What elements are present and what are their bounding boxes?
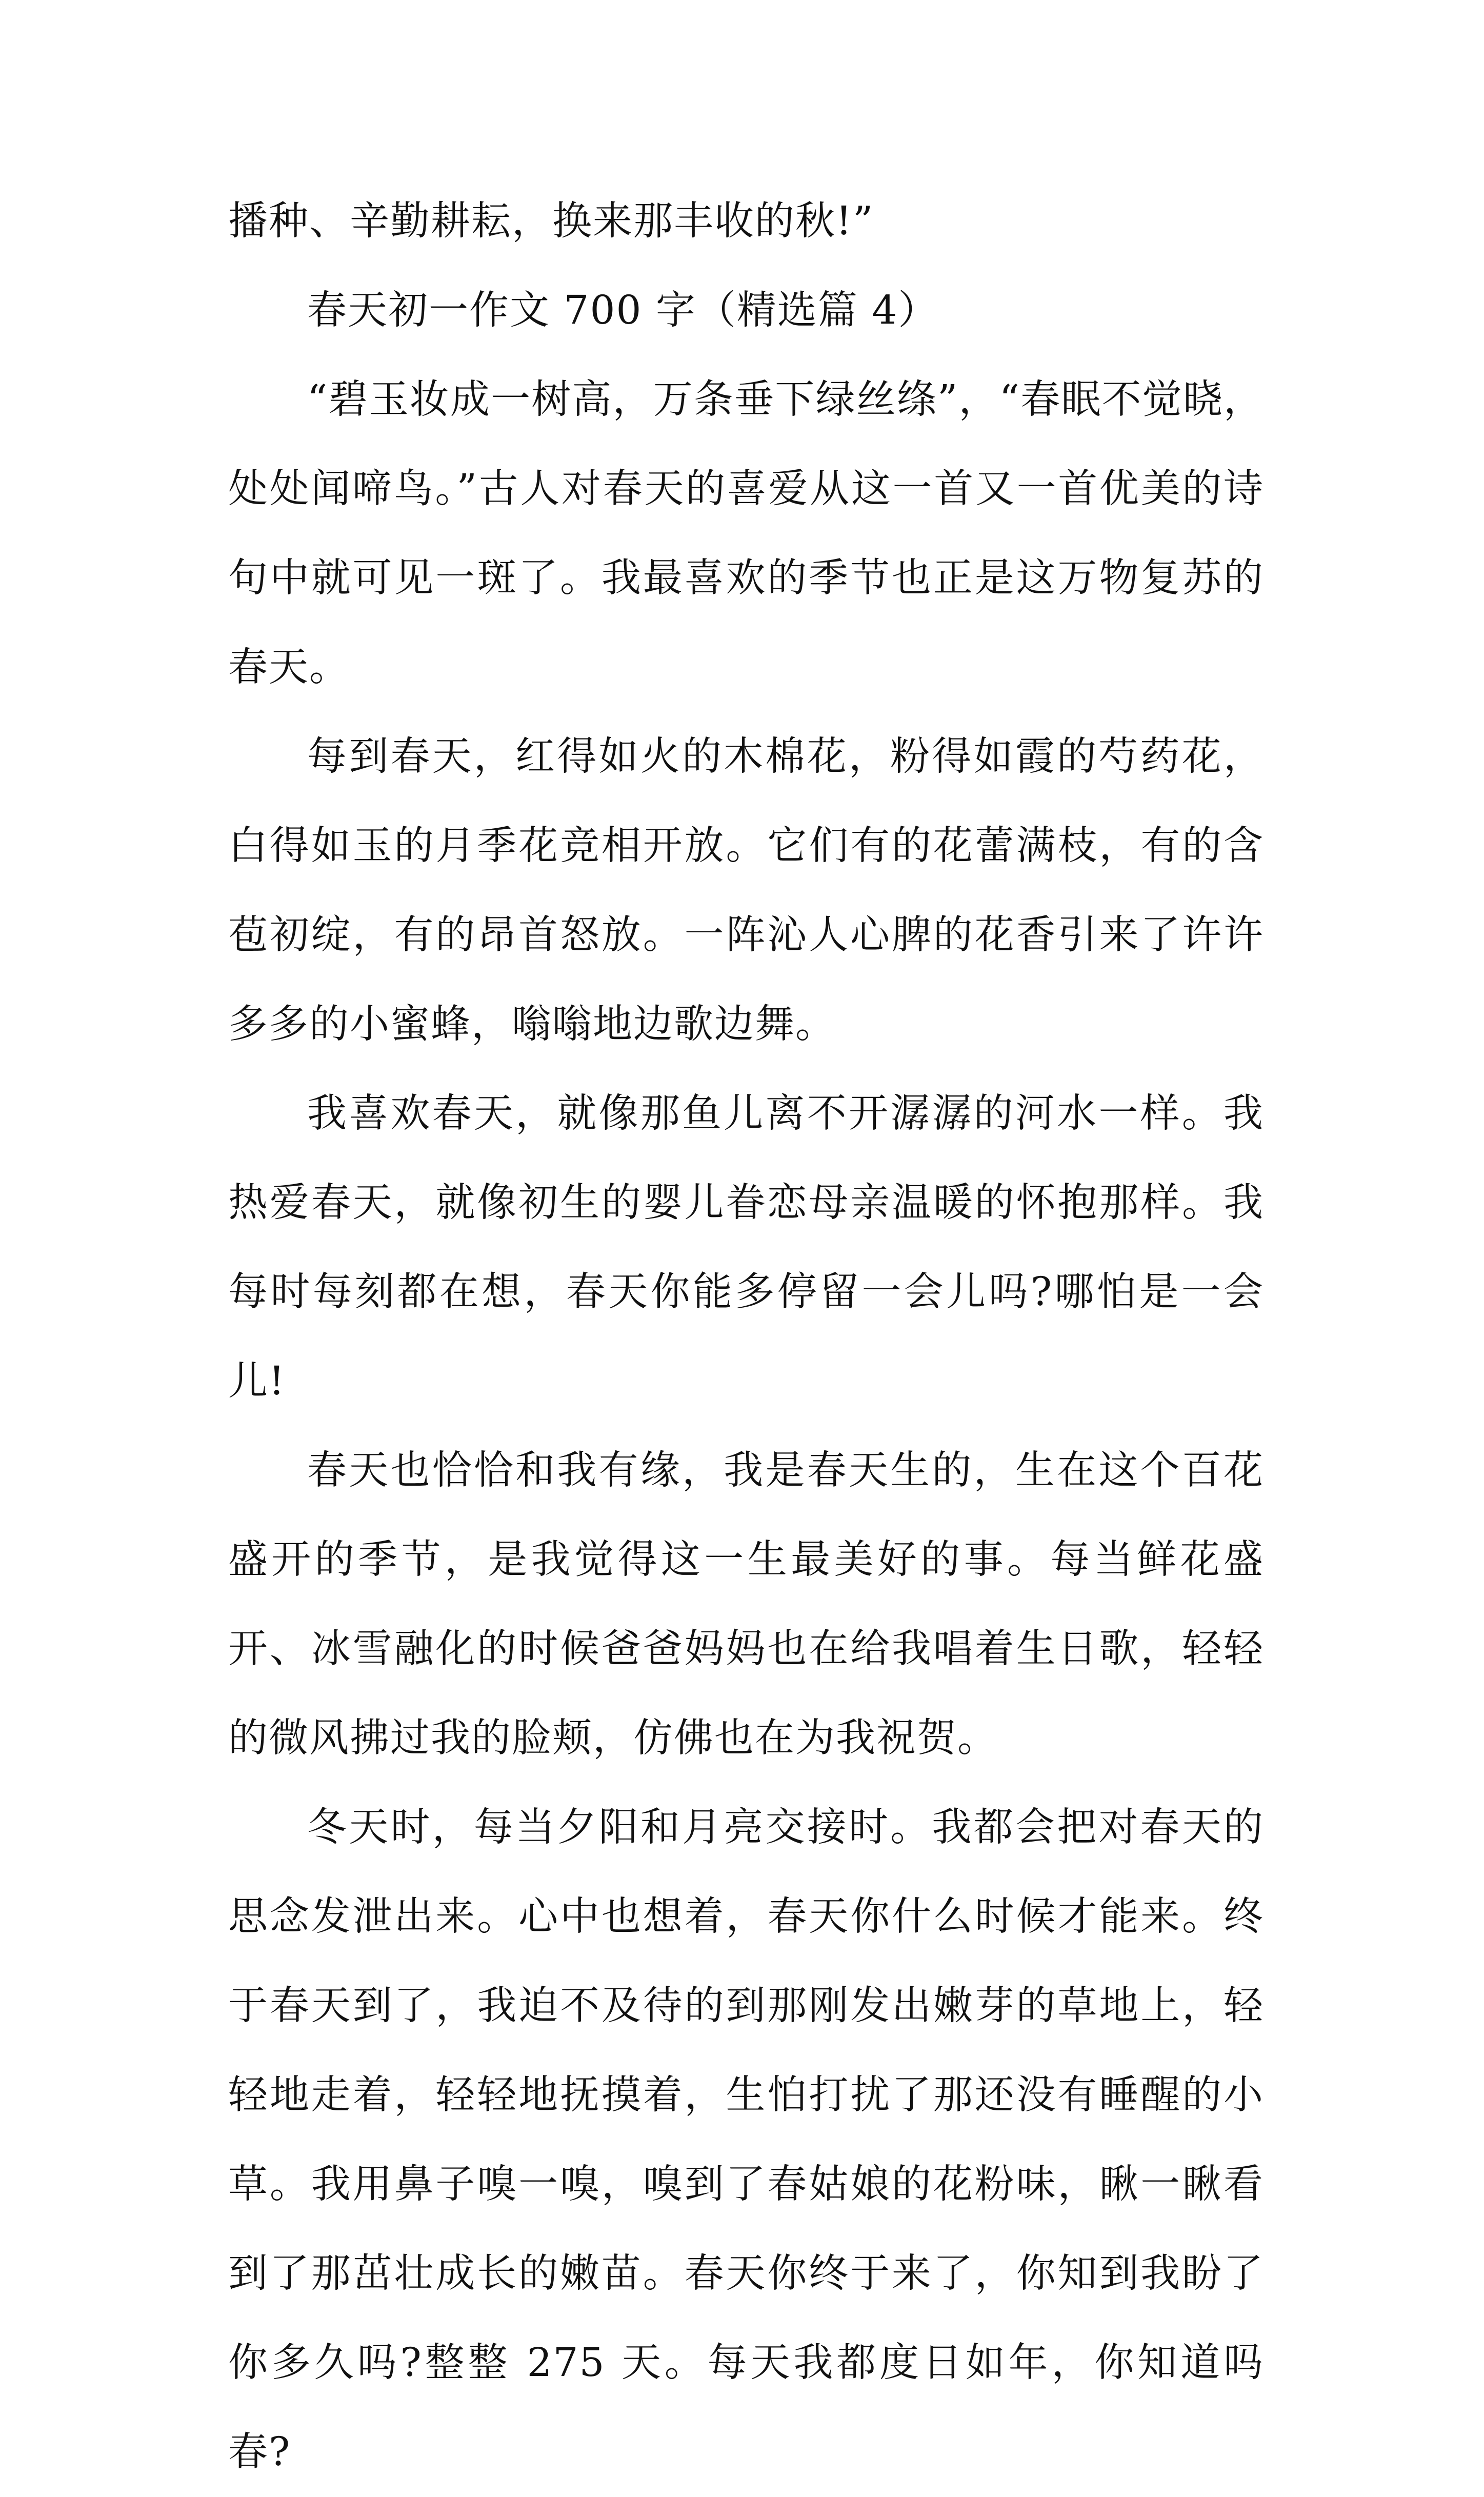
paragraph: 每到春天，红得如火的木棉花，粉得如霞的芍药花，白得如玉的月季花竞相开放。它们有的花蕾满枝，有的含苞初绽，有的昂首怒放。一阵沁人心脾的花香引来了许许多多的小蜜蜂，嗡嗡地边歌边舞。 [228, 734, 1264, 1047]
paragraph: 冬天时，每当夕阳和月亮交接时。我都会把对春天的思念发泄出来。心中也想着，春天你什么时候才能来。终于春天到了，我迫不及待的到那刚发出嫩芽的草地上，轻轻地走着，轻轻地抚摸着，生怕打扰了那还没有睡醒的小草。我用鼻子嗅一嗅，嗅到了春姑娘的花粉味，瞅一瞅看到了那茁壮成长的嫩苗。春天你终于来了，你知到我盼了你多久吗?整整 275 天。每天我都度日如年，你知道吗春? [228, 1805, 1264, 2475]
paragraph: 春天也恰恰和我有缘，我是春天生的，生在这个百花盛开的季节，是我觉得这一生最美好的事。每当鲜花盛开、冰雪融化的时候爸爸妈妈也在给我唱着生日歌，轻轻的微风拂过我的脸颊，仿佛也在为我祝贺。 [228, 1448, 1264, 1761]
document-body [228, 177, 1264, 2497]
paragraph: “碧玉妆成一树高，万条垂下绿丝绦”，“春眠不觉晓，处处闻啼鸟。”古人对春天的喜爱从这一首又一首优美的诗句中就可见一斑了。我最喜欢的季节也正是这万物复苏的春天。 [228, 377, 1264, 690]
paragraph: 我喜欢春天，就像那鱼儿离不开潺潺的河水一样。我热爱春天，就像初生的婴儿眷恋母亲温暖的怀抱那样。我每时每刻都在想，春天你能多停留一会儿吗?哪怕是一会儿! [228, 1091, 1264, 1404]
paragraph-continuation: 播种、辛勤耕耘，换来那丰收的秋!” [228, 198, 874, 244]
section-heading: 春天初一作文 700 字（精选篇 4） [307, 288, 939, 333]
